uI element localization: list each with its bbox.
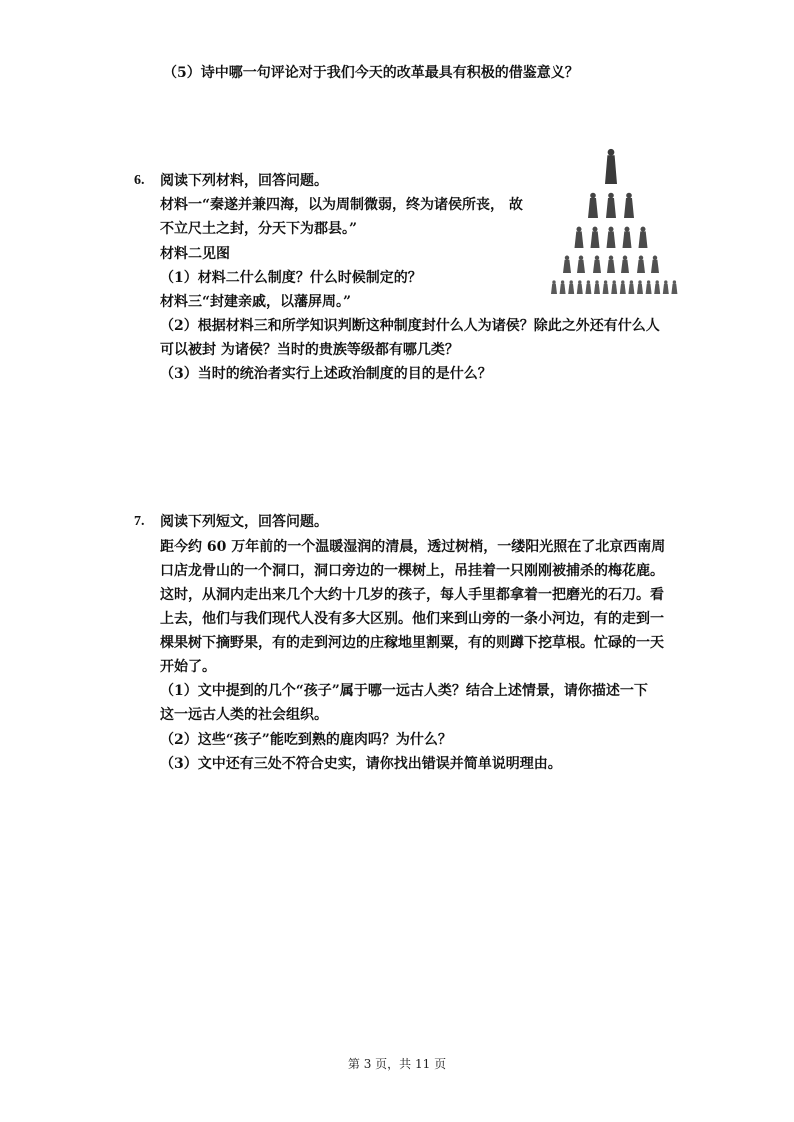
question-7-number: 7. (134, 514, 145, 529)
pyramid-person-figure (620, 280, 626, 294)
question-6-intro: 阅读下列材料，回答问题。 (160, 173, 328, 189)
pyramid-person-figure (663, 280, 669, 294)
prev-question-sub5: （5）诗中哪一句评论对于我们今天的改革最具有积极的借鉴意义？ (163, 65, 579, 81)
question-6-sub2-line1: （2）根据材料三和所学知识判断这种制度封什么人为诸侯？除此之外还有什么人 (160, 318, 660, 334)
pyramid-figures (551, 149, 677, 294)
question-6-sub3: （3）当时的统治者实行上述政治制度的目的是什么？ (160, 366, 492, 382)
question-7-passage-line: 上去，他们与我们现代人没有多大区别。他们来到山旁的一条小河边，有的走到一 (160, 611, 664, 627)
question-7-passage-line: 棵果树下摘野果，有的走到河边的庄稼地里割粟，有的则蹲下挖草根。忙碌的一天 (160, 635, 664, 651)
pyramid-person-figure (607, 227, 616, 248)
pyramid-person-figure (560, 280, 566, 294)
pyramid-person-figure (646, 280, 652, 294)
question-7-passage-line: 距今约 60 万年前的一个温暖湿润的清晨，透过树梢，一缕阳光照在了北京西南周 (160, 539, 666, 555)
pyramid-person-figure (637, 280, 643, 294)
pyramid-person-figure (577, 256, 585, 273)
question-7-sub1-line2: 这一远古人类的社会组织。 (160, 707, 328, 723)
pyramid-person-figure (621, 256, 629, 273)
pyramid-person-figure (607, 256, 615, 273)
question-7-sub1-line1: （1）文中提到的几个“孩子”属于哪一远古人类？结合上述情景，请你描述一下 (160, 683, 648, 699)
pyramid-person-figure (671, 280, 677, 294)
question-7-passage-line: 这时，从洞内走出来几个大约十几岁的孩子，每人手里都拿着一把磨光的石刀。看 (160, 587, 664, 603)
pyramid-person-figure (594, 280, 600, 294)
question-7-intro: 阅读下列短文，回答问题。 (160, 514, 328, 530)
question-6-material1-line2: 不立尺土之封，分天下为郡县。” (160, 221, 358, 237)
question-7-passage-line: 开始了。 (160, 659, 216, 675)
question-6-sub1: （1）材料二什么制度？什么时候制定的？ (160, 270, 422, 286)
question-6-material1-line1: 材料一“秦遂并兼四海，以为周制微弱，终为诸侯所丧， 故 (160, 197, 523, 213)
pyramid-person-figure (585, 280, 591, 294)
pyramid-person-figure (628, 280, 634, 294)
pyramid-person-figure (593, 256, 601, 273)
page-footer: 第 3 页，共 11 页 (347, 1057, 447, 1071)
question-6-material3: 材料三“封建亲戚，以藩屏周。” (160, 294, 352, 310)
pyramid-person-figure (624, 193, 634, 218)
pyramid-person-figure (654, 280, 660, 294)
question-7-passage-line: 口店龙骨山的一个洞口，洞口旁边的一棵树上，吊挂着一只刚刚被捕杀的梅花鹿。 (160, 563, 664, 579)
pyramid-person-figure (575, 227, 584, 248)
pyramid-person-figure (591, 227, 600, 248)
pyramid-person-figure (551, 280, 557, 294)
question-6-sub2-line2: 可以被封 为诸侯？当时的贵族等级都有哪几类？ (160, 342, 459, 358)
pyramid-person-figure (611, 280, 617, 294)
pyramid-person-figure (577, 280, 583, 294)
pyramid-person-figure (605, 149, 617, 184)
question-7-sub2: （2）这些“孩子”能吃到熟的鹿肉吗？为什么？ (160, 732, 452, 748)
question-6-material2: 材料二见图 (160, 246, 230, 262)
pyramid-person-figure (568, 280, 574, 294)
pyramid-person-figure (639, 227, 648, 248)
feudal-hierarchy-pyramid-figure (548, 146, 682, 298)
pyramid-person-figure (588, 193, 598, 218)
pyramid-person-figure (623, 227, 632, 248)
pyramid-person-figure (603, 280, 609, 294)
question-7-sub3: （3）文中还有三处不符合史实，请你找出错误并简单说明理由。 (160, 756, 562, 772)
pyramid-person-figure (637, 256, 645, 273)
pyramid-person-figure (651, 256, 659, 273)
question-6-number: 6. (134, 173, 145, 188)
pyramid-person-figure (606, 193, 616, 218)
pyramid-person-figure (563, 256, 571, 273)
